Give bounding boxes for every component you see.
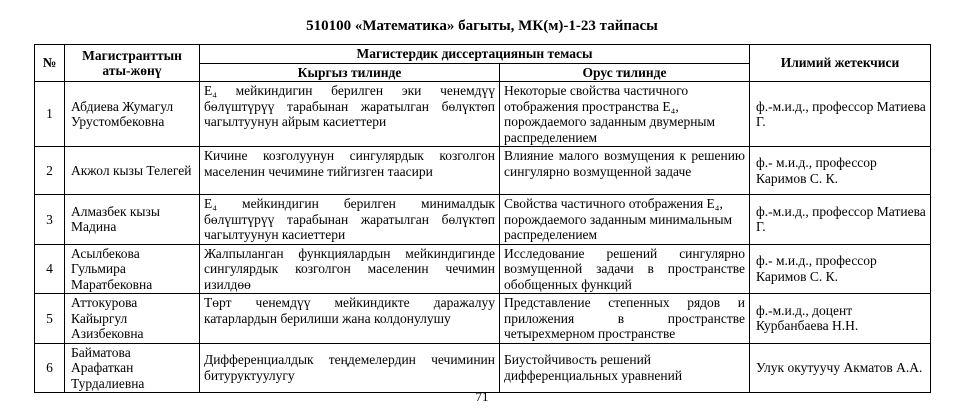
- student-name: Асылбекова Гульмира Маратбековна: [65, 244, 200, 294]
- dissertation-table: [34, 44, 931, 393]
- table-row: [35, 147, 931, 195]
- header-russian: Орус тилинде: [500, 63, 750, 82]
- topic-kyrgyz: Жалпыланган функциялардын мейкиндигинде сингулярдык козголгон маселенин чечимин изилдөө: [200, 244, 500, 294]
- topic-russian: Представление степенных рядов и приложения в пространстве четырехмерном пространстве: [500, 294, 750, 344]
- page-title: 510100 «Математика» багыты, МК(м)-1-23 тайпасы: [306, 18, 658, 34]
- student-name: Байматова Арафаткан Турдалиевна: [65, 343, 200, 393]
- topic-russian: Влияние малого возмущения к решению сингулярно возмущенной задаче: [500, 147, 750, 195]
- row-number: 5: [35, 294, 65, 344]
- row-number: 1: [35, 82, 65, 147]
- header-num: №: [35, 45, 65, 82]
- header-topic: Магистердик диссертациянын темасы: [200, 45, 750, 64]
- supervisor: ф.-м.и.д., профессор Матиева Г.: [750, 195, 931, 245]
- student-name: Аттокурова Кайыргул Азизбековна: [65, 294, 200, 344]
- table-row: [35, 82, 931, 147]
- table-row: [35, 294, 931, 344]
- table-row: [35, 244, 931, 294]
- header-kyrgyz: Кыргыз тилинде: [200, 63, 500, 82]
- topic-kyrgyz: Төрт ченемдүү мейкиндикте даражалуу катарлардын берилиши жана колдонулушу: [200, 294, 500, 344]
- topic-russian: Некоторые свойства частичного отображения пространства E₄, порождаемого заданным двумерным распределением: [500, 82, 750, 147]
- row-number: 6: [35, 343, 65, 393]
- student-name: Абдиева Жумагул Урустомбековна: [65, 82, 200, 147]
- header-name: Магистранттын аты-жөнү: [65, 45, 200, 82]
- student-name: Акжол кызы Телегей: [65, 147, 200, 195]
- row-number: 4: [35, 244, 65, 294]
- topic-russian: Биустойчивость решений дифференциальных уравнений: [500, 343, 750, 393]
- topic-kyrgyz: E₄ мейкиндигин берилген эки ченемдүү бөлүштүрүү тарабынан жаратылган бөлүктөп чагылтуунун айрым касиеттери: [200, 82, 500, 147]
- topic-russian: Исследование решений сингулярно возмущенной задачи в пространстве обобщенных функций: [500, 244, 750, 294]
- supervisor: ф.-м.и.д., доцент Курбанбаева Н.Н.: [750, 294, 931, 344]
- row-number: 2: [35, 147, 65, 195]
- supervisor: Улук окутуучу Акматов А.А.: [750, 343, 931, 393]
- topic-kyrgyz: Кичине козголуунун сингулярдык козголгон маселенин чечимине тийгизген таасири: [200, 147, 500, 195]
- table-row: [35, 343, 931, 393]
- student-name: Алмазбек кызы Мадина: [65, 195, 200, 245]
- supervisor: ф.-м.и.д., профессор Матиева Г.: [750, 82, 931, 147]
- header-supervisor: Илимий жетекчиси: [750, 45, 931, 82]
- supervisor: ф.- м.и.д., профессор Каримов С. К.: [750, 244, 931, 294]
- topic-russian: Свойства частичного отображения E₄, порождаемого заданным минимальным распределением: [500, 195, 750, 245]
- row-number: 3: [35, 195, 65, 245]
- topic-kyrgyz: E₄ мейкиндигин берилген минималдык бөлүштүрүү тарабынан жаратылган бөлүктөп чагылтуунун касиеттери: [200, 195, 500, 245]
- table-row: [35, 195, 931, 245]
- supervisor: ф.- м.и.д., профессор Каримов С. К.: [750, 147, 931, 195]
- page-number: 71: [475, 389, 489, 404]
- topic-kyrgyz: Дифференциалдык теңдемелердин чечиминин битуруктуулугу: [200, 343, 500, 393]
